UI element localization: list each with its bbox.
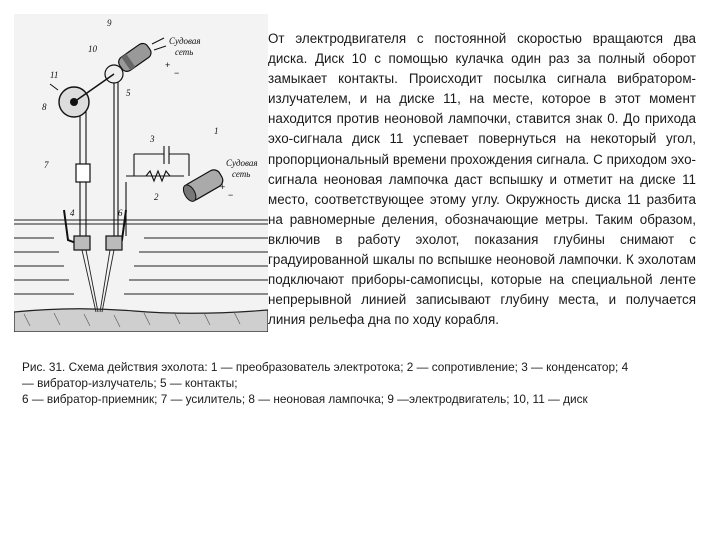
caption-line-3: 6 — вибратор-приемник; 7 — усилитель; 8 — неоновая лампочка; 9 —электродвигатель; 10, 11 — диск <box>22 392 588 406</box>
figure-caption <box>22 359 702 407</box>
caption-line-1: Рис. 31. Схема действия эхолота: 1 — преобразователь электротока; 2 — сопротивление; 3 — конденсатор; 4 <box>22 360 629 374</box>
mains-top-minus: − <box>174 68 180 78</box>
label-5: 5 <box>126 88 131 98</box>
body-text: От электродвигателя с постоянной скоростью вращаются два диска. Диск 10 с помощью кулачка один раз за полный оборот замыкает контакты. Происходит посылка сигнала вибратором-излучателем, и на диске 11, на месте, которое в этот момент находится против неоновой лампочки, ставится знак 0. До прихода эхо-сигнала диск 11 успевает повернуться на некоторый угол, пропорциональный времени прохождения сигнала. С приходом эхо-сигнала неоновая лампочка даст вспышку и отметит на диске 11 место, соответствующее этому углу. Окружность диска 11 разбита на равномерные деления, обозначающие метры. Таким образом, включив в работу эхолот, показания глубины снимают с градуированной шкалы по вспышке неоновой лампочки. К эхолотам подключают приборы-самописцы, которые на специальной ленте непрерывной линией записывают глубину места, и получается линия рельефа дна по ходу корабля. <box>268 31 696 328</box>
echo-sounder-diagram <box>14 14 268 332</box>
mains-top-plus: + <box>165 60 171 70</box>
mains-top-line-1: Судовая <box>169 36 201 46</box>
wires <box>80 74 189 236</box>
label-1: 1 <box>214 126 219 136</box>
label-4: 4 <box>70 208 75 218</box>
label-9: 9 <box>107 18 112 28</box>
sonar-beams <box>82 250 114 312</box>
motor-mains-wire-2 <box>154 46 166 50</box>
label-7: 7 <box>44 160 49 170</box>
water-lines <box>14 220 268 294</box>
electric-motor-9 <box>116 41 153 74</box>
label-11: 11 <box>50 70 59 80</box>
mains-mid-plus: + <box>220 182 226 192</box>
label-3: 3 <box>150 134 155 144</box>
sea-bed <box>14 309 268 332</box>
label-2: 2 <box>154 192 159 202</box>
label-6: 6 <box>118 208 123 218</box>
caption-line-2: — вибратор-излучатель; 5 — контакты; <box>22 376 238 390</box>
label-10: 10 <box>88 44 97 54</box>
mains-mid-minus: − <box>228 190 234 200</box>
emitter-vibrator-4 <box>74 236 90 250</box>
mains-mid-line-1: Судовая <box>226 158 258 168</box>
diagram-drawing <box>14 14 268 332</box>
lamp-8-lead <box>50 84 58 90</box>
receiver-vibrator-6 <box>106 236 122 250</box>
amplifier-7 <box>76 164 90 182</box>
current-converter-1 <box>181 167 226 203</box>
mains-mid-line-2: сеть <box>232 169 251 179</box>
motor-mains-wire <box>152 38 164 44</box>
mains-top-line-2: сеть <box>175 47 194 57</box>
label-8: 8 <box>42 102 47 112</box>
